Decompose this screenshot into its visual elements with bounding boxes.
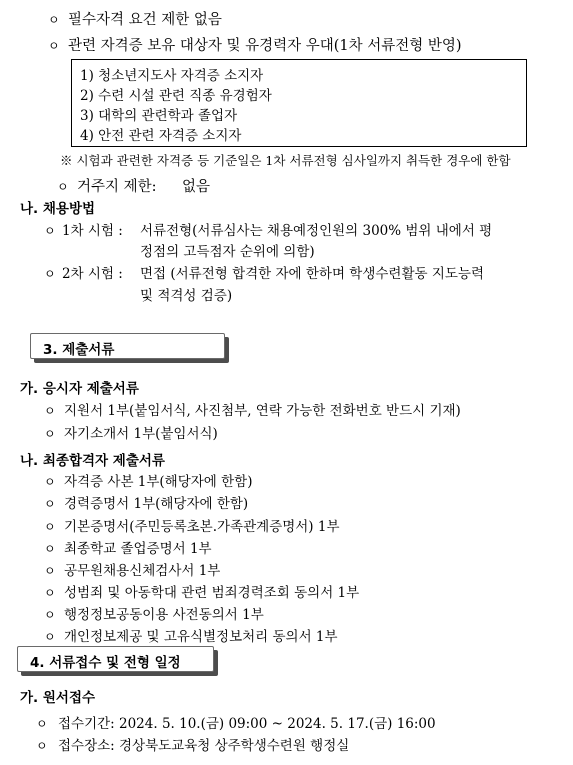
bullet: ㅇ <box>44 586 56 600</box>
qualification-note: ※ 시험과 관련한 자격증 등 기준일은 1차 서류전형 심사일까지 취득한 경우에 한함 <box>60 153 511 168</box>
second-exam-label: 2차 시험 : <box>62 266 123 282</box>
qual-item-1: 필수자격 요건 제한 없음 <box>68 12 222 28</box>
bullet: ㅇ <box>36 717 48 731</box>
bullet: ㅇ <box>44 224 56 238</box>
preference-item: 4) 안전 관련 자격증 소지자 <box>80 128 242 144</box>
section-4-title-text: 4. 서류접수 및 전형 일정 <box>30 655 181 671</box>
final-doc-item: 개인정보제공 및 고유식별정보처리 동의서 1부 <box>64 629 338 645</box>
bullet: ㅇ <box>44 564 56 578</box>
bullet: ㅇ <box>44 267 56 281</box>
bullet: ㅇ <box>44 427 56 441</box>
qual-item-2: 관련 자격증 보유 대상자 및 유경력자 우대(1차 서류전형 반영) <box>68 38 462 54</box>
application-period: 접수기간: 2024. 5. 10.(금) 09:00 ~ 2024. 5. 17.(금) 16:00 <box>58 716 436 732</box>
preference-box <box>71 59 527 147</box>
first-exam-desc: 서류전형(서류심사는 채용예정인원의 300% 범위 내에서 평 <box>140 223 493 239</box>
first-exam-desc-cont: 정점의 고득점자 순위에 의함) <box>140 244 315 260</box>
first-exam-label: 1차 시험 : <box>62 223 123 239</box>
bullet: ㅇ <box>36 739 48 753</box>
final-doc-item: 행정정보공동이용 사전동의서 1부 <box>64 607 264 623</box>
applicant-doc-item: 자기소개서 1부(붙임서식) <box>64 426 218 442</box>
bullet: ㅇ <box>44 497 56 511</box>
second-exam-desc-cont: 및 적격성 검증) <box>140 288 233 304</box>
bullet: ㅇ <box>48 39 60 53</box>
applicant-docs-heading: 가. 응시자 제출서류 <box>20 381 139 397</box>
final-doc-item: 기본증명서(주민등록초본.가족관계증명서) 1부 <box>64 519 340 535</box>
residence-value: 없음 <box>182 179 211 195</box>
section-3-title-text: 3. 제출서류 <box>43 342 115 358</box>
application-heading: 가. 원서접수 <box>20 690 96 706</box>
preference-item: 1) 청소년지도사 자격증 소지자 <box>80 68 264 84</box>
section-3-title <box>30 333 225 359</box>
bullet: ㅇ <box>48 13 60 27</box>
bullet: ㅇ <box>44 475 56 489</box>
section-4-title <box>17 646 214 672</box>
final-docs-heading: 나. 최종합격자 제출서류 <box>20 453 165 469</box>
bullet: ㅇ <box>44 542 56 556</box>
final-doc-item: 공무원채용신체검사서 1부 <box>64 563 221 579</box>
final-doc-item: 자격증 사본 1부(해당자에 한함) <box>64 474 253 490</box>
application-location: 접수장소: 경상북도교육청 상주학생수련원 행정실 <box>58 738 350 754</box>
preference-item: 2) 수련 시설 관련 직종 유경험자 <box>80 88 272 104</box>
hiring-method-heading: 나. 채용방법 <box>20 201 96 217</box>
residence-label: 거주지 제한: <box>77 179 157 195</box>
bullet: ㅇ <box>44 630 56 644</box>
final-doc-item: 최종학교 졸업증명서 1부 <box>64 541 212 557</box>
bullet: ㅇ <box>44 404 56 418</box>
applicant-doc-item: 지원서 1부(붙임서식, 사진첨부, 연락 가능한 전화번호 반드시 기재) <box>64 403 461 419</box>
final-doc-item: 경력증명서 1부(해당자에 한함) <box>64 496 249 512</box>
bullet: ㅇ <box>44 520 56 534</box>
second-exam-desc: 면접 (서류전형 합격한 자에 한하며 학생수련활동 지도능력 <box>140 266 484 282</box>
bullet: ㅇ <box>57 180 69 194</box>
final-doc-item: 성범죄 및 아동학대 관련 범죄경력조회 동의서 1부 <box>64 585 360 601</box>
bullet: ㅇ <box>44 608 56 622</box>
preference-item: 3) 대학의 관련학과 졸업자 <box>80 108 238 124</box>
